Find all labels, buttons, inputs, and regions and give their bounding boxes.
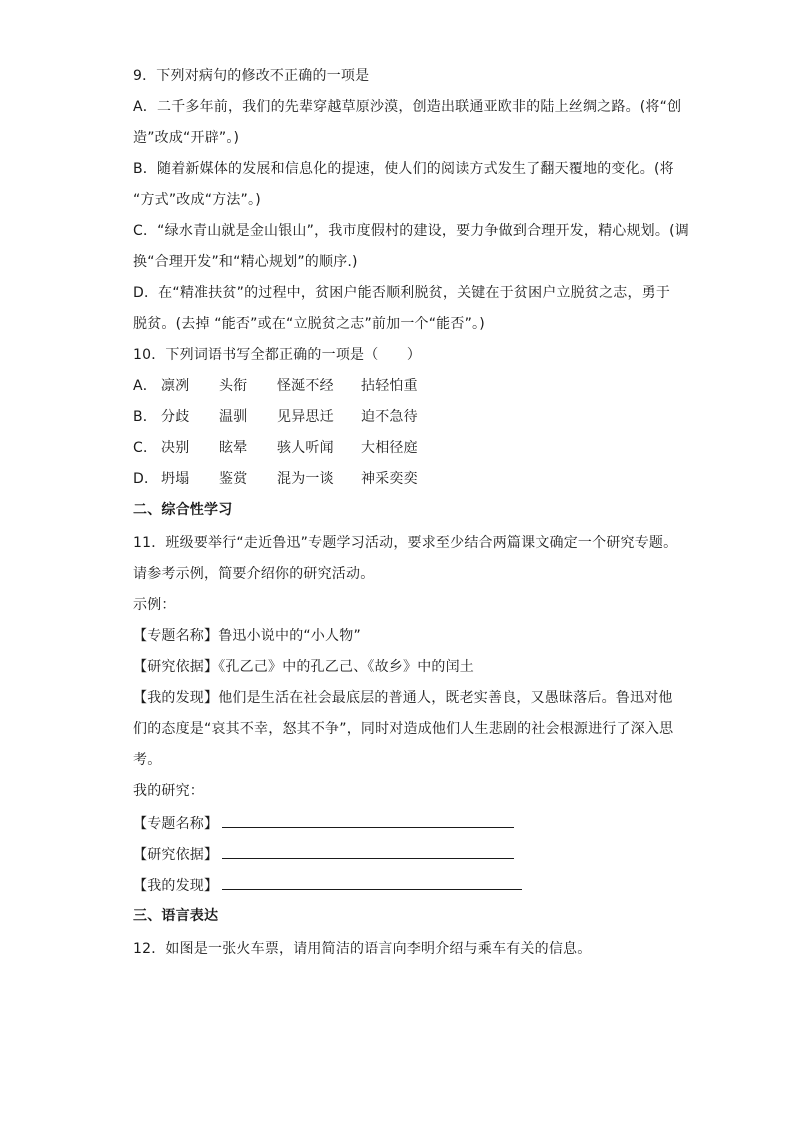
- option-word: 鉴赏: [219, 471, 248, 487]
- q11-my-research-label: 我的研究：: [133, 783, 204, 799]
- q10-stem: 10．下列词语书写全都正确的一项是（ ）: [133, 347, 422, 363]
- q9-option-c-line2: 换“合理开发”和“精心规划”的顺序.): [133, 254, 358, 270]
- q11-answer-basis-row: [133, 844, 514, 865]
- option-word: 迫不急待: [361, 409, 418, 425]
- option-word: 凛冽: [161, 378, 190, 394]
- option-word: 神采奕奕: [361, 471, 418, 487]
- option-word: 骇人听闻: [277, 440, 334, 456]
- q9-option-b-line2: “方式”改成“方法”。): [133, 192, 261, 208]
- q10-option-d: [133, 469, 445, 489]
- answer-topic-blank[interactable]: [222, 813, 514, 828]
- answer-finding-label: 【我的发现】: [133, 878, 219, 894]
- answer-basis-blank[interactable]: [222, 844, 514, 859]
- q9-stem: 9．下列对病句的修改不正确的一项是: [133, 68, 370, 84]
- q10-option-b: [133, 407, 445, 427]
- option-word: 大相径庭: [361, 440, 418, 456]
- option-label: C．: [133, 440, 158, 456]
- q11-example-finding-line3: 考。: [133, 752, 162, 768]
- q12-stem: 12．如图是一张火车票，请用简洁的语言向李明介绍与乘车有关的信息。: [133, 941, 592, 957]
- q9-option-c-line1: C．“绿水青山就是金山银山”，我市度假村的建设，要力争做到合理开发，精心规划。(调: [133, 223, 689, 239]
- q9-option-a-line1: A．二千多年前，我们的先辈穿越草原沙漠，创造出联通亚欧非的陆上丝绸之路。(将“创: [133, 99, 682, 115]
- answer-basis-label: 【研究依据】: [133, 847, 219, 863]
- option-word: 坍塌: [161, 471, 190, 487]
- section-heading-comprehensive-learning: 二、综合性学习: [133, 502, 233, 518]
- q9-option-d-line2: 脱贫。(去掉 “能否”或在“立脱贫之志”前加一个“能否”。): [133, 316, 485, 332]
- q11-example-label: 示例：: [133, 597, 176, 613]
- option-word: 混为一谈: [277, 471, 334, 487]
- option-word: 拈轻怕重: [361, 378, 418, 394]
- q10-option-c: [133, 438, 445, 458]
- q10-option-a: [133, 376, 445, 396]
- option-word: 怪涎不经: [277, 378, 334, 394]
- option-label: B．: [133, 409, 158, 425]
- q9-option-b-line1: B．随着新媒体的发展和信息化的提速，使人们的阅读方式发生了翻天覆地的变化。(将: [133, 161, 674, 177]
- q11-example-finding-line2: 们的态度是“哀其不幸，怒其不争”，同时对造成他们人生悲剧的社会根源进行了深入思: [133, 721, 674, 737]
- q11-example-finding-line1: 【我的发现】他们是生活在社会最底层的普通人，既老实善良，又愚昧落后。鲁迅对他: [133, 690, 673, 706]
- option-word: 眩晕: [219, 440, 248, 456]
- option-word: 决别: [161, 440, 190, 456]
- option-word: 分歧: [161, 409, 190, 425]
- option-label: D．: [133, 471, 159, 487]
- q11-stem-line2: 请参考示例，简要介绍你的研究活动。: [133, 566, 375, 582]
- q9-option-a-line2: 造”改成“开辟”。): [133, 130, 240, 146]
- q11-answer-topic-row: [133, 813, 514, 834]
- answer-finding-blank[interactable]: [222, 875, 522, 890]
- q11-example-basis: 【研究依据】《孔乙己》中的孔乙己、《故乡》中的闰土: [133, 659, 474, 675]
- option-word: 头衔: [219, 378, 248, 394]
- q9-option-d-line1: D．在“精准扶贫”的过程中，贫困户能否顺利脱贫，关键在于贫困户立脱贫之志，勇于: [133, 285, 671, 301]
- q11-example-topic: 【专题名称】鲁迅小说中的“小人物”: [133, 628, 361, 644]
- q11-stem-line1: 11．班级要举行“走近鲁迅”专题学习活动，要求至少结合两篇课文确定一个研究专题。: [133, 535, 678, 551]
- section-heading-language-expression: 三、语言表达: [133, 908, 219, 924]
- q11-answer-finding-row: [133, 875, 522, 896]
- option-word: 见异思迁: [277, 409, 334, 425]
- answer-topic-label: 【专题名称】: [133, 816, 219, 832]
- option-word: 温驯: [219, 409, 248, 425]
- option-label: A．: [133, 378, 157, 394]
